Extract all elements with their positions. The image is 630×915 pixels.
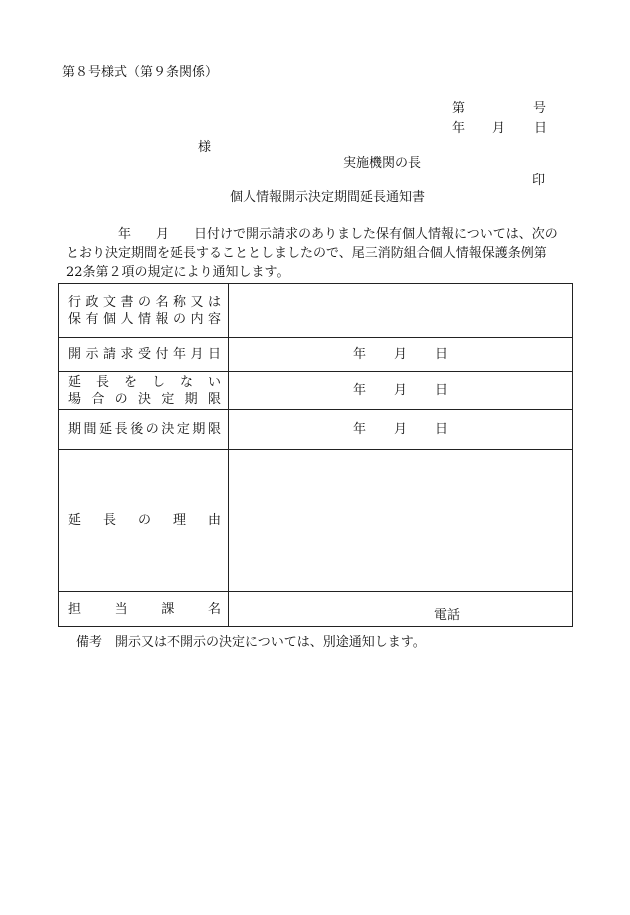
body-line-3: 22条第２項の規定により通知します。	[66, 265, 290, 280]
label-extended-deadline: 期間延長後の決定期限	[59, 410, 229, 450]
table-row	[59, 450, 573, 592]
seal-mark: 印	[532, 173, 546, 188]
no-extension-deadline-field[interactable]: 年 月 日	[229, 372, 573, 410]
notice-table	[58, 283, 573, 627]
remark-note: 備考 開示又は不開示の決定については、別途通知します。	[76, 635, 426, 650]
document-title: 個人情報開示決定期間延長通知書	[230, 190, 426, 205]
notice-body	[66, 225, 578, 282]
request-date-field[interactable]: 年 月 日	[229, 338, 573, 372]
department-field[interactable]	[229, 592, 573, 627]
telephone-label: 電話	[434, 608, 461, 623]
table-row	[59, 592, 573, 627]
document-number-go: 号	[533, 101, 547, 116]
extension-reason-field[interactable]	[229, 450, 573, 592]
body-line-1: 年 月 日付けで開示請求のありました保有個人情報については、次の	[118, 227, 558, 242]
issue-date-day: 日	[534, 121, 548, 136]
table-row	[59, 410, 573, 450]
label-request-date: 開示請求受付年月日	[59, 338, 229, 372]
issue-date-month: 月	[492, 121, 506, 136]
label-no-extension-deadline: 延長をしない 場合の決定期限	[59, 372, 229, 410]
body-line-2: とおり決定期間を延長することとしましたので、尾三消防組合個人情報保護条例第	[66, 246, 547, 261]
table-row	[59, 372, 573, 410]
table-row	[59, 338, 573, 372]
document-name-field[interactable]	[229, 284, 573, 338]
label-department: 担当課名	[59, 592, 229, 627]
agency-head: 実施機関の長	[343, 156, 422, 171]
label-document-name: 行政文書の名称又は 保有個人情報の内容	[59, 284, 229, 338]
addressee-honorific: 様	[198, 140, 212, 155]
document-number-dai: 第	[452, 101, 466, 116]
issue-date-year: 年	[452, 121, 466, 136]
table-row	[59, 284, 573, 338]
label-extension-reason: 延長の理由	[59, 450, 229, 592]
extended-deadline-field[interactable]: 年 月 日	[229, 410, 573, 450]
form-label: 第８号様式（第９条関係）	[62, 65, 219, 80]
